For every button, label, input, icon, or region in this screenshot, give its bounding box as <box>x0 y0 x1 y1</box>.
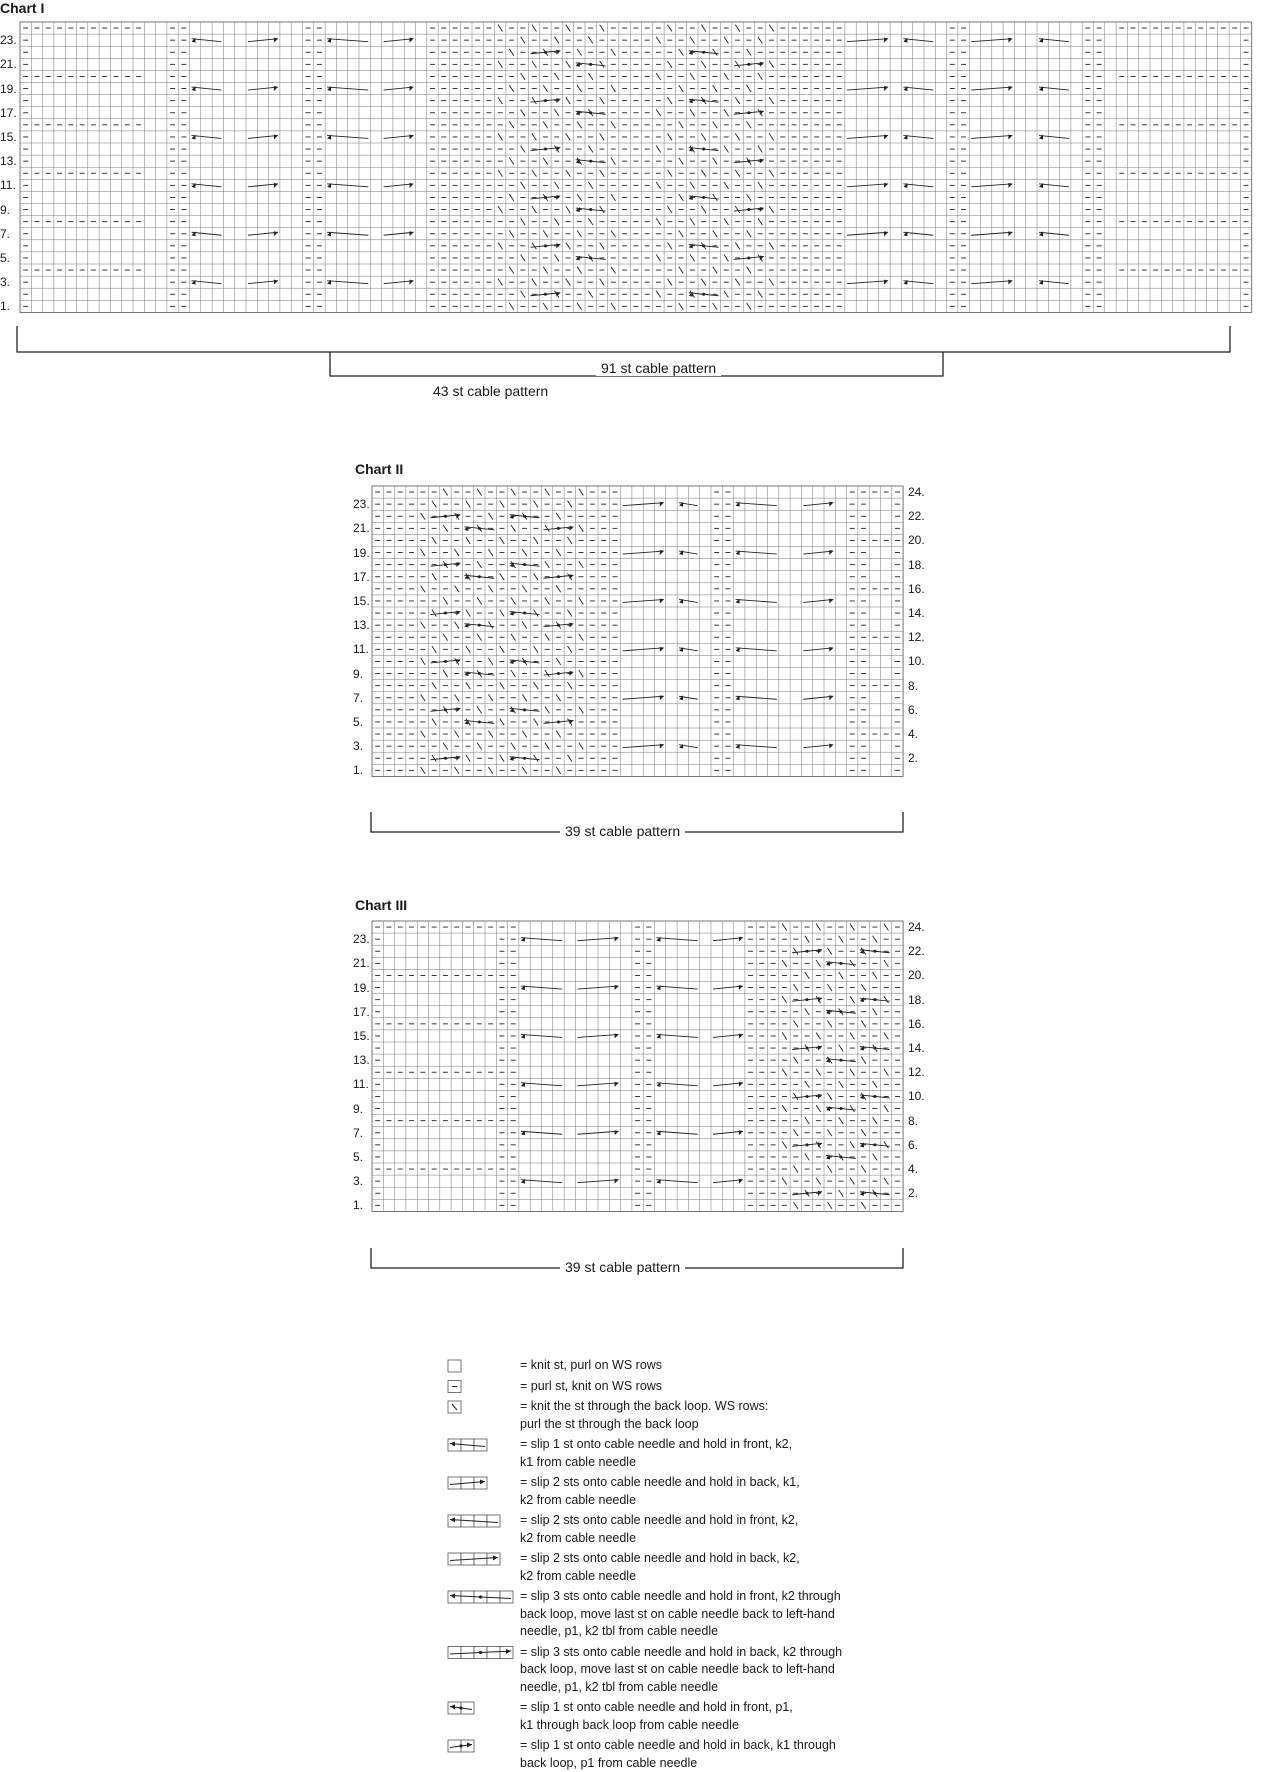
row-label-right: 8. <box>908 680 918 692</box>
legend-item <box>520 1357 662 1375</box>
cable-1-front-symbol <box>448 1439 487 1451</box>
legend-line: = slip 1 st onto cable needle and hold in back, k1 through <box>520 1737 836 1755</box>
row-label-left: 19. <box>353 982 370 994</box>
legend-line: k2 from cable needle <box>520 1530 798 1548</box>
row-label-left: 15. <box>0 131 17 143</box>
legend-cell <box>474 1439 487 1451</box>
row-label-right: 18. <box>908 994 925 1006</box>
row-label-right: 22. <box>908 510 925 522</box>
legend-line: back loop, move last st on cable needle back to left-hand <box>520 1606 841 1624</box>
legend-cell <box>448 1360 461 1372</box>
39-st-bracket-label-3: 39 st cable pattern <box>560 1259 685 1275</box>
row-label-left: 17. <box>0 107 17 119</box>
row-label-right: 10. <box>908 1090 925 1102</box>
legend-cell <box>487 1515 500 1527</box>
row-label-right: 14. <box>908 1042 925 1054</box>
row-label-left: 5. <box>0 252 10 264</box>
row-label-right: 6. <box>908 1139 918 1151</box>
knit-tbl-symbol <box>448 1401 461 1413</box>
row-label-left: 9. <box>353 668 363 680</box>
chart-1-title: Chart I <box>0 0 44 16</box>
row-label-left: 1. <box>0 300 10 312</box>
row-label-right: 10. <box>908 655 925 667</box>
cable-2-front-k2-symbol <box>448 1515 500 1527</box>
row-label-left: 3. <box>353 740 363 752</box>
row-label-left: 7. <box>353 692 363 704</box>
cross-front-p1-symbol <box>448 1702 474 1714</box>
row-label-right: 22. <box>908 945 925 957</box>
row-label-left: 23. <box>353 498 370 510</box>
row-label-left: 13. <box>0 155 17 167</box>
row-label-left: 5. <box>353 1151 363 1163</box>
legend-dot <box>459 1744 462 1747</box>
legend-cell <box>500 1591 513 1603</box>
row-label-right: 24. <box>908 921 925 933</box>
legend-line: needle, p1, k2 tbl from cable needle <box>520 1623 841 1641</box>
row-label-left: 5. <box>353 716 363 728</box>
legend-line: k1 through back loop from cable needle <box>520 1717 793 1735</box>
row-label-right: 4. <box>908 728 918 740</box>
legend-line: = slip 1 st onto cable needle and hold in front, k2, <box>520 1436 792 1454</box>
row-label-left: 3. <box>0 276 10 288</box>
knit-st-symbol <box>448 1360 461 1372</box>
legend-line: purl the st through the back loop <box>520 1416 768 1434</box>
legend-line: k2 from cable needle <box>520 1568 800 1586</box>
legend-item <box>520 1644 842 1697</box>
legend-line: = slip 2 sts onto cable needle and hold in back, k2, <box>520 1550 800 1568</box>
row-label-left: 7. <box>353 1127 363 1139</box>
chart-2-title: Chart II <box>355 461 403 477</box>
91-st-bracket-label: 91 st cable pattern <box>596 360 721 376</box>
legend-line: back loop, move last st on cable needle back to left-hand <box>520 1661 842 1679</box>
row-label-right: 20. <box>908 969 925 981</box>
row-label-left: 9. <box>0 204 10 216</box>
row-label-left: 11. <box>0 179 16 191</box>
row-label-left: 19. <box>0 83 17 95</box>
legend-item <box>520 1436 792 1471</box>
cable-3-front-symbol <box>448 1591 513 1603</box>
legend-item <box>520 1474 800 1509</box>
row-label-left: 13. <box>353 619 370 631</box>
row-label-left: 13. <box>353 1054 370 1066</box>
row-label-left: 21. <box>353 957 370 969</box>
chart-3-title: Chart III <box>355 897 407 913</box>
legend-item <box>520 1398 768 1433</box>
row-label-left: 21. <box>353 522 370 534</box>
row-label-right: 20. <box>908 534 925 546</box>
legend-cell <box>448 1553 461 1565</box>
row-label-left: 15. <box>353 595 370 607</box>
row-label-left: 11. <box>353 1078 369 1090</box>
row-label-left: 1. <box>353 1199 363 1211</box>
row-label-right: 8. <box>908 1115 918 1127</box>
purl-st-symbol <box>448 1381 461 1393</box>
legend-item <box>520 1550 800 1585</box>
row-label-left: 21. <box>0 58 17 70</box>
row-label-left: 1. <box>353 764 363 776</box>
row-label-right: 2. <box>908 752 918 764</box>
legend-line: = slip 1 st onto cable needle and hold in front, p1, <box>520 1699 793 1717</box>
legend-item <box>520 1737 836 1772</box>
cross-back-k1-symbol <box>448 1740 474 1752</box>
43-st-bracket-label: 43 st cable pattern <box>428 383 553 399</box>
row-label-left: 19. <box>353 547 370 559</box>
legend-item <box>520 1699 793 1734</box>
row-label-right: 18. <box>908 559 925 571</box>
legend-line: k1 from cable needle <box>520 1454 792 1472</box>
legend-item <box>520 1588 841 1641</box>
row-label-left: 15. <box>353 1030 370 1042</box>
legend-item <box>520 1512 798 1547</box>
legend-line: = slip 3 sts onto cable needle and hold in front, k2 through <box>520 1588 841 1606</box>
row-label-right: 4. <box>908 1163 918 1175</box>
row-label-right: 16. <box>908 583 925 595</box>
legend-line: needle, p1, k2 tbl from cable needle <box>520 1679 842 1697</box>
row-label-left: 3. <box>353 1175 363 1187</box>
legend-dot <box>479 1595 482 1598</box>
legend-cell <box>448 1647 461 1659</box>
legend-line: k2 from cable needle <box>520 1492 800 1510</box>
legend-line: = knit the st through the back loop. WS rows: <box>520 1398 768 1416</box>
legend-line: = slip 3 sts onto cable needle and hold in back, k2 through <box>520 1644 842 1662</box>
row-label-right: 12. <box>908 1066 925 1078</box>
cable-2-back-k2-symbol <box>448 1553 500 1565</box>
row-label-left: 23. <box>0 34 17 46</box>
legend-line: = slip 2 sts onto cable needle and hold in front, k2, <box>520 1512 798 1530</box>
cable-3-back-symbol <box>448 1647 513 1659</box>
row-label-right: 12. <box>908 631 925 643</box>
cable-2-back-k1-symbol <box>448 1477 487 1489</box>
legend-line: = purl st, knit on WS rows <box>520 1378 662 1396</box>
legend-line: = slip 2 sts onto cable needle and hold in back, k1, <box>520 1474 800 1492</box>
row-label-left: 23. <box>353 933 370 945</box>
row-label-left: 17. <box>353 571 370 583</box>
legend-line: = knit st, purl on WS rows <box>520 1357 662 1375</box>
row-label-right: 16. <box>908 1018 925 1030</box>
legend-dot <box>459 1706 462 1709</box>
legend-cell <box>448 1477 461 1489</box>
row-label-left: 9. <box>353 1103 363 1115</box>
row-label-right: 24. <box>908 486 925 498</box>
legend-line: back loop, p1 from cable needle <box>520 1755 836 1772</box>
row-label-left: 17. <box>353 1006 370 1018</box>
row-label-left: 11. <box>353 643 369 655</box>
row-label-right: 6. <box>908 704 918 716</box>
row-label-left: 7. <box>0 228 10 240</box>
legend-item <box>520 1378 662 1396</box>
row-label-right: 14. <box>908 607 925 619</box>
39-st-bracket-label-2: 39 st cable pattern <box>560 823 685 839</box>
row-label-right: 2. <box>908 1187 918 1199</box>
legend-dot <box>479 1651 482 1654</box>
